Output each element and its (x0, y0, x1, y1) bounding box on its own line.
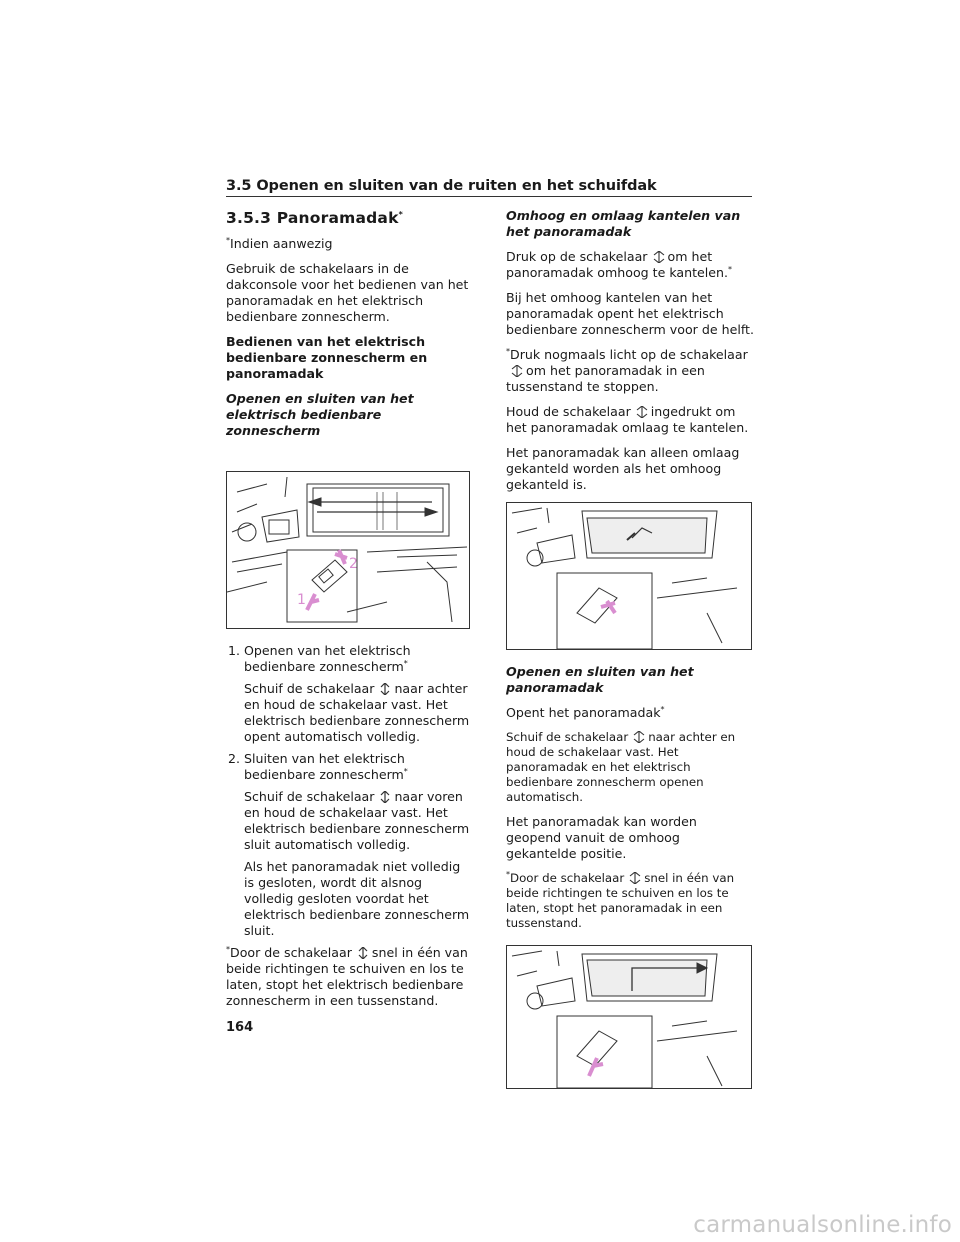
tilt-paragraph-2: Bij het omhoog kantelen van het panoramadak opent het elektrisch bedienbare zonnescherm voor de helft. (506, 290, 754, 337)
tilt-switch-icon (632, 731, 646, 743)
open-footnote: *Door de schakelaar snel in één van beide richtingen te schuiven en los te laten, stopt het panoramadak in een tussenstand. (506, 870, 735, 930)
page-number: 164 (226, 1020, 254, 1035)
sunshade-figure (226, 471, 470, 629)
left-column (226, 208, 472, 1018)
intro-text: Gebruik de schakelaars in de dakconsole voor het bedienen van het panoramadak en het elektrisch bedienbare zonnescherm. (226, 261, 469, 324)
section-header: 3.5 Openen en sluiten van de ruiten en het schuifdak (226, 178, 752, 197)
availability-note: *Indien aanwezig (226, 235, 333, 251)
step-2-note: Als het panoramadak niet volledig is gesloten, wordt dit alsnog volledig gesloten voordat het elektrisch bedienbare zonnescherm sluit. (244, 859, 470, 938)
figure-label-2: 2 (349, 556, 358, 572)
page-title: 3.5.3 Panoramadak* (226, 209, 403, 227)
open-paragraph-2: Schuif de schakelaar naar achter en houd de schakelaar vast. Het panoramadak en het elektrisch bedienbare zonnescherm openen automatisch. (506, 730, 736, 804)
steps-list (226, 643, 472, 939)
heading-operate: Bedienen van het elektrisch bedienbare zonnescherm en panoramadak (226, 334, 428, 381)
tilt-switch-icon (628, 872, 642, 884)
title-footnote-mark: * (398, 209, 403, 219)
tilt-figure (506, 502, 752, 650)
tilt-switch-icon (652, 251, 666, 263)
tilt-switch-icon (635, 406, 649, 418)
tilt-switch-icon (510, 365, 524, 377)
watermark: carmanualsonline.info (693, 1212, 952, 1238)
heading-tilt: Omhoog en omlaag kantelen van het panoramadak (506, 208, 741, 239)
tilt-paragraph-1: Druk op de schakelaar om het panoramadak omhoog te kantelen.* (506, 249, 733, 280)
tilt-paragraph-4: Het panoramadak kan alleen omlaag gekanteld worden als het omhoog gekanteld is. (506, 445, 740, 492)
figure-label-1: 1 (297, 592, 306, 608)
tilt-footnote: *Druk nogmaals licht op de schakelaar om het panoramadak in een tussenstand te stoppen. (506, 346, 748, 394)
left-footnote: *Door de schakelaar snel in één van beide richtingen te schuiven en los te laten, stopt het elektrisch bedienbare zonnescherm in een tussenstand. (226, 944, 468, 1008)
step-2: 2. Sluiten van het elektrisch bedienbare zonnescherm* Schuif de schakelaar naar voren en houd de schakelaar vast. Het elektrisch bedienbare zonnescherm sluit automatisch volledig. Als het panoramadak niet volledig is gesloten, wordt dit alsnog volledig gesloten voordat het elektrisch bedienbare zonnescherm sluit. (244, 751, 472, 939)
slide-switch-icon (378, 791, 392, 803)
right-column (506, 208, 754, 1089)
heading-sunshade: Openen en sluiten van het elektrisch bedienbare zonnescherm (226, 391, 414, 438)
step-1: 1. Openen van het elektrisch bedienbare zonnescherm* Schuif de schakelaar naar achter en houd de schakelaar vast. Het elektrisch bedienbare zonnescherm opent automatisch volledig. (244, 643, 472, 745)
heading-open: Openen en sluiten van het panoramadak (506, 664, 694, 695)
open-figure (506, 945, 752, 1089)
open-paragraph-1: Opent het panoramadak* (506, 704, 665, 720)
slide-switch-icon (356, 947, 370, 959)
tilt-paragraph-3: Houd de schakelaar ingedrukt om het panoramadak omlaag te kantelen. (506, 404, 749, 435)
open-paragraph-3: Het panoramadak kan worden geopend vanuit de omhoog gekantelde positie. (506, 814, 697, 861)
slide-switch-icon (378, 683, 392, 695)
